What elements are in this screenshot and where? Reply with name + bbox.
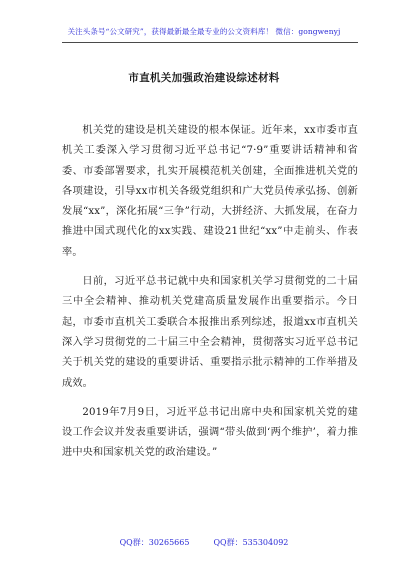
footer-qq-groups — [0, 537, 408, 548]
paragraph-2: 日前，习近平总书记就中央和国家机关学习贯彻党的二十届三中全会精神、推动机关党建高质量发展作出重要指示。今日起，市委市直机关工委联合本报推出系列综述，报道xx市直机关深入学习贯彻党的二十届三中全会精神，贯彻落实习近平总书记关于机关党的建设的重要讲话、重要指示批示精神的工作举措及成效。 — [62, 276, 358, 389]
paragraph-1: 机关党的建设是机关建设的根本保证。近年来，xx市委市直机关工委深入学习贯彻习近平总书记“7·9”重要讲话精神和省委、市委部署要求，扎实开展模范机关创建，全面推进机关党的各项建设，引导xx市机关各级党组织和广大党员传承弘扬、创新发展“xx”，深化拓展“三争”行动，大拼经济、大抓发展，在奋力推进中国式现代化的xx实践、建设21世纪“xx”中走前头、作表率。 — [62, 125, 358, 258]
header-divider — [62, 42, 358, 43]
paragraph-3: 2019年7月9日，习近平总书记出席中央和国家机关党的建设工作会议并发表重要讲话，强调“带头做到‘两个维护’，着力推进中央和国家机关党的政治建设。” — [62, 406, 358, 459]
header-notice[interactable]: 关注头条号“公文研究”，获得最新最全最专业的公文资料库！ 微信：gongwenyj — [67, 27, 341, 36]
footer-qq-group-2[interactable]: QQ群：535304092 — [213, 538, 289, 547]
footer-qq-group-1[interactable]: QQ群：30265665 — [119, 538, 190, 547]
document-title: 市直机关加强政治建设综述材料 — [128, 72, 280, 84]
document-body — [62, 121, 358, 473]
